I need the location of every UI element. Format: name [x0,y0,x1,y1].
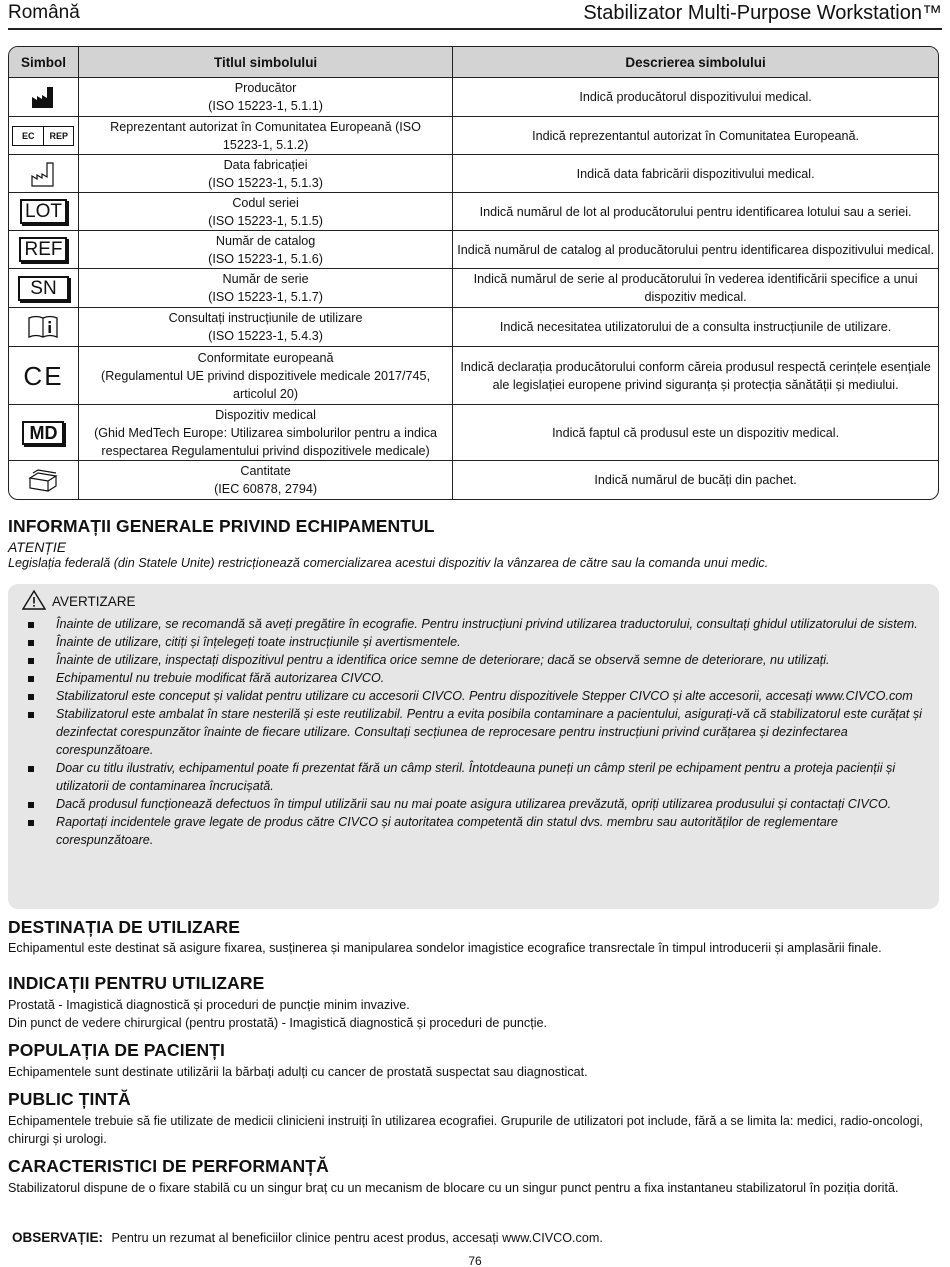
list-item: Dacă produsul funcționează defectuos în timpul utilizării sau nu mai poate asigura utilizarea prevăzută, opriți utilizarea produsului și contactați CIVCO. [18,795,929,813]
symbol-standard-cont: respectarea Regulamentului privind dispozitivele medicale) [101,443,430,458]
table-row [9,193,938,231]
symbol-standard: (Ghid MedTech Europe: Utilizarea simbolurilor pentru a indica [94,425,438,440]
indications-heading: INDICAȚII PENTRU UTILIZARE [8,973,265,993]
performance-section [8,1156,942,1198]
symbol-standard-cont: articolul 20) [233,386,299,401]
list-item: Înainte de utilizare, citiți și înțelegeți toate instrucțiunile și avertismentele. [18,633,929,651]
caution-text: Legislația federală (din Statele Unite) restricționează comercializarea acestui dispozitiv la vânzarea de către sau la comanda unui medic. [8,556,769,570]
symbol-description: Indică numărul de lot al producătorului pentru identificarea lotului sau a seriei. [453,193,938,231]
symbol-description: Indică necesitatea utilizatorului de a consulta instrucțiunile de utilizare. [453,308,938,347]
list-item: Doar cu titlu ilustrativ, echipamentul poate fi prezentat fără un câmp steril. Întotdeauna puneți un câmp steril pe echipament pentru a proteja pacienții și utilizatorii de contaminarea încrucișată. [18,759,929,795]
symbol-title: Număr de serie [222,272,309,286]
symbol-standard: 15223-1, 5.1.2) [222,137,309,152]
list-item: Echipamentul nu trebuie modificat fără autorizarea CIVCO. [18,669,929,687]
list-item: Înainte de utilizare, inspectați dispozitivul pentru a identifica orice semne de deteriorare; dacă se observă semne de deteriorare, nu utilizați. [18,651,929,669]
table-row [9,347,938,405]
md-icon: MD [12,421,75,445]
symbol-description: Indică producătorul dispozitivului medical. [453,78,938,117]
indications-line-2: Din punct de vedere chirurgical (pentru prostată) - Imagistică diagnostică și proceduri de puncție. [8,1015,548,1030]
warning-triangle-icon [22,590,46,613]
ec-rep-icon: EC REP [12,126,75,146]
symbol-standard: (ISO 15223-1, 5.1.7) [208,290,323,304]
page-number: 76 [468,1254,482,1267]
ce-mark-icon: CE [23,360,64,391]
symbol-standard: (Regulamentul UE privind dispozitivele medicale 2017/745, [101,368,431,383]
warning-header [22,590,929,613]
symbol-description: Indică data fabricării dispozitivului medical. [453,155,938,193]
list-item: Stabilizatorul este ambalat în stare nesterilă și este reutilizabil. Pentru a evita posibila contaminare a pacientului, asigurați-vă că stabilizatorul este curățat și dezinfectat corespunzător înainte de fiecare utilizare. Consultați secțiunea de reprocesare pentru instrucțiuni privind curățarea și dezinfectarea corespunzătoare. [18,705,929,759]
quantity-icon [12,467,75,493]
manufacturer-icon [12,84,75,110]
general-info-section [8,516,942,573]
table-row [9,117,938,155]
audience-heading: PUBLIC ȚINTĂ [8,1089,131,1109]
note-label: OBSERVAȚIE: [12,1230,104,1245]
consult-instructions-icon [12,314,75,340]
symbol-standard: (ISO 15223-1, 5.1.6) [208,251,323,266]
audience-section [8,1089,942,1148]
table-row [9,155,938,193]
symbol-table [8,46,939,500]
header-product: Stabilizator Multi-Purpose Workstation™ [583,2,942,24]
symbol-description: Indică numărul de bucăți din pachet. [594,473,797,487]
symbol-title: Număr de catalog [215,233,316,248]
header-language: Română [8,2,80,23]
header-title: Titlul simbolului [79,47,453,78]
warning-list [18,615,929,849]
symbol-title: Reprezentant autorizat în Comunitatea Europeană (ISO [110,119,421,134]
symbol-standard: (ISO 15223-1, 5.1.5) [208,213,323,228]
date-of-manufacture-icon [12,160,75,188]
intended-use-text: Echipamentul este destinat să asigure fixarea, susținerea și manipularea sondelor imagistice ecografice transrectale în timpul introducerii și amplasării finale. [8,941,882,955]
symbol-title: Producător [234,81,297,95]
lot-icon: LOT [12,199,75,224]
warning-title: AVERTIZARE [52,594,136,609]
symbol-title: Dispozitiv medical [215,407,316,422]
symbol-title: Conformitate europeană [197,350,334,365]
table-row [9,308,938,347]
population-heading: POPULAȚIA DE PACIENȚI [8,1040,225,1060]
audience-text: Echipamentele trebuie să fie utilizate de medicii clinicieni instruiți în utilizarea ecografiei. Grupurile de utilizatori pot include, fără a se limita la: medici, radio-oncologi, chirurgi și urologi. [8,1114,923,1146]
general-heading: INFORMAȚII GENERALE PRIVIND ECHIPAMENTUL [8,516,435,536]
caution-title: ATENȚIE [8,539,67,555]
symbol-title: Cantitate [240,464,291,478]
table-header-row [9,47,938,78]
symbol-description: Indică reprezentantul autorizat în Comunitatea Europeană. [453,117,938,155]
symbol-description: Indică numărul de serie al producătorului în vederea identificării specifice a unui dispozitiv medical. [453,269,938,308]
page-header [8,0,942,30]
warning-box [8,584,939,909]
header-symbol: Simbol [9,47,79,78]
symbol-title: Consultați instrucțiunile de utilizare [168,311,363,325]
population-section [8,1040,942,1082]
table-row [9,405,938,461]
population-text: Echipamentele sunt destinate utilizării la bărbați adulți cu cancer de prostată suspectat sau diagnosticat. [8,1065,588,1079]
note-text: Pentru un rezumat al beneficiilor clinice pentru acest produs, accesați www.CIVCO.com. [111,1231,603,1245]
list-item: Înainte de utilizare, se recomandă să aveți pregătire în ecografie. Pentru instrucțiuni privind utilizarea traductorului, consultați ghidul utilizatorului de sistem. [18,615,929,633]
performance-text: Stabilizatorul dispune de o fixare stabilă cu un singur braț cu un mecanism de blocare cu un singur punct pentru a fixa instantaneu stabilizatorul în poziția dorită. [8,1181,899,1195]
intended-use-section [8,917,942,958]
symbol-standard: (IEC 60878, 2794) [214,482,318,496]
ref-icon: REF [12,237,75,262]
table-row [9,231,938,269]
symbol-title: Codul seriei [232,195,299,210]
table-row [9,269,938,308]
symbol-description: Indică faptul că produsul este un dispozitiv medical. [453,405,938,461]
symbol-standard: (ISO 15223-1, 5.1.1) [208,99,323,113]
note-section [12,1229,946,1248]
performance-heading: CARACTERISTICI DE PERFORMANȚĂ [8,1156,329,1176]
list-item: Raportați incidentele grave legate de produs către CIVCO și autoritatea competentă din statul dvs. membru sau autorităților de reglementare corespunzătoare. [18,813,929,849]
symbol-standard: (ISO 15223-1, 5.4.3) [208,329,323,343]
indications-section [8,973,942,1032]
table-row [9,461,938,499]
intended-use-heading: DESTINAȚIA DE UTILIZARE [8,917,241,937]
indications-line-1: Prostată - Imagistică diagnostică și proceduri de puncție minim invazive. [8,998,410,1012]
symbol-description: Indică numărul de catalog al producătorului pentru identificarea dispozitivului medical. [453,231,938,269]
symbol-description: Indică declarația producătorului conform căreia produsul respectă cerințele esențiale ale legislației europene privind siguranța și protecția sănătății și mediului. [453,347,938,405]
table-row [9,78,938,117]
symbol-title: Data fabricației [223,157,308,172]
sn-icon: SN [12,276,75,301]
header-description: Descrierea simbolului [453,47,938,78]
list-item: Stabilizatorul este conceput și validat pentru utilizare cu accesorii CIVCO. Pentru dispozitivele Stepper CIVCO și alte accesorii, accesați www.CIVCO.com [18,687,929,705]
symbol-standard: (ISO 15223-1, 5.1.3) [208,175,323,190]
